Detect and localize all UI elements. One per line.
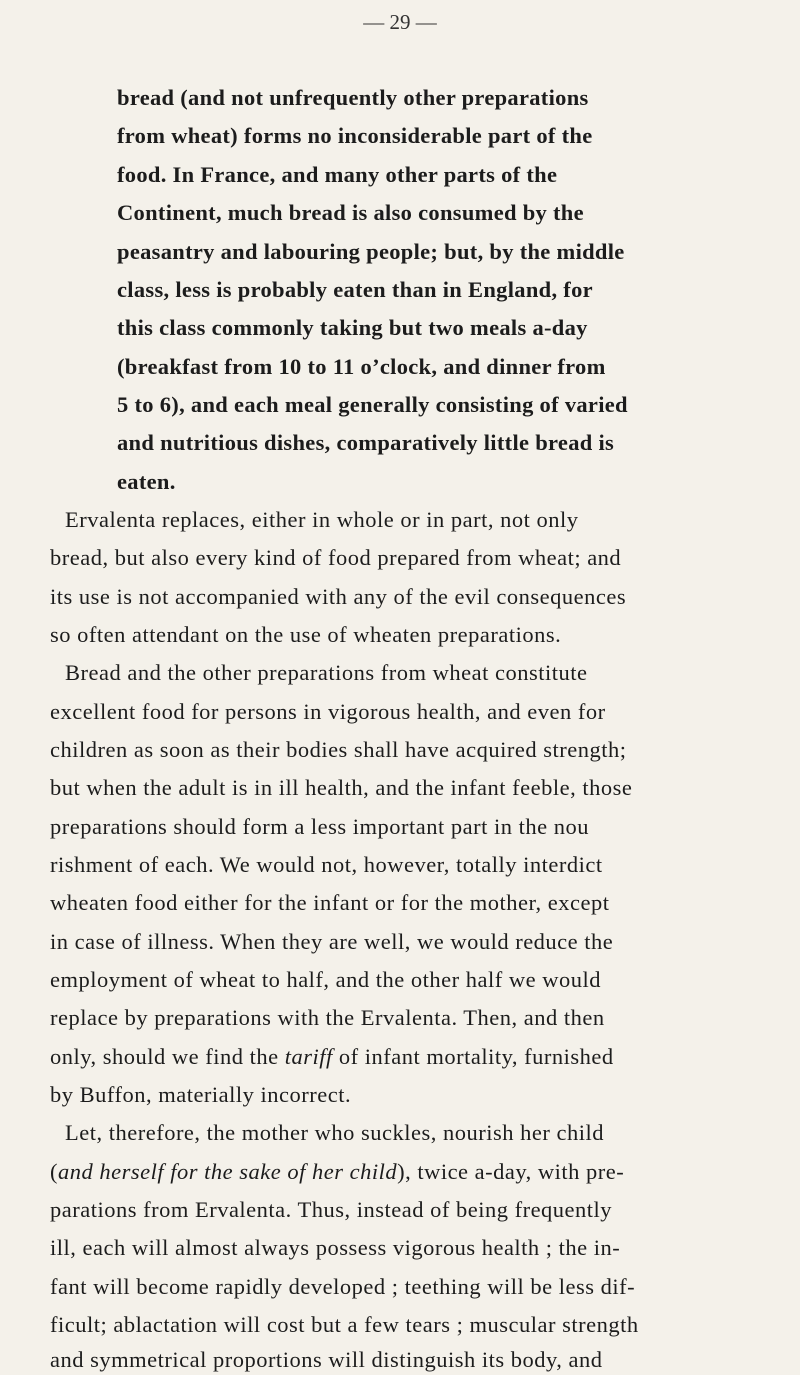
text-line: employment of wheat to half, and the other half we would (50, 967, 601, 992)
text-span: only, should we find the (50, 1044, 279, 1069)
text-line: class, less is probably eaten than in England, for (117, 277, 593, 302)
text-line: 5 to 6), and each meal generally consisting of varied (117, 392, 628, 417)
text-span: ), twice a-day, with pre- (397, 1159, 625, 1184)
text-line: ill, each will almost always possess vigorous health ; the in- (50, 1235, 621, 1260)
text-line: Continent, much bread is also consumed by the (117, 200, 584, 225)
text-line: bread, but also every kind of food prepared from wheat; and (50, 545, 622, 570)
text-line: from wheat) forms no inconsiderable part of the (117, 123, 593, 148)
page-number: — 29 — (363, 10, 437, 34)
text-line: by Buffon, materially incorrect. (50, 1082, 352, 1107)
text-line: (breakfast from 10 to 11 o’clock, and dinner from (117, 354, 606, 379)
text-line: eaten. (117, 469, 176, 494)
text-line: wheaten food either for the infant or for the mother, except (50, 890, 610, 915)
text-line: and nutritious dishes, comparatively little bread is (117, 430, 615, 455)
text-line: Let, therefore, the mother who suckles, nourish her child (65, 1120, 604, 1145)
text-line: fant will become rapidly developed ; teething will be less dif- (50, 1274, 636, 1299)
italic-term: tariff (284, 1044, 333, 1069)
text-line (50, 1157, 624, 1187)
text-line: replace by preparations with the Ervalenta. Then, and then (50, 1005, 605, 1030)
text-line: parations from Ervalenta. Thus, instead of being frequently (50, 1197, 613, 1222)
text-span: ( (50, 1159, 58, 1184)
text-span: of infant mortality, furnished (338, 1044, 614, 1069)
text-line: but when the adult is in ill health, and the infant feeble, those (50, 775, 633, 800)
text-line: and symmetrical proportions will distinguish its body, and (50, 1347, 603, 1372)
text-line: its use is not accompanied with any of the evil consequences (50, 584, 627, 609)
text-line: Bread and the other preparations from wheat constitute (65, 660, 588, 685)
text-line (50, 1042, 614, 1072)
text-line: peasantry and labouring people; but, by the middle (117, 239, 625, 264)
text-line: ficult; ablactation will cost but a few tears ; muscular strength (50, 1312, 639, 1337)
text-line: preparations should form a less important part in the nou (50, 814, 590, 839)
text-line: bread (and not unfrequently other preparations (117, 85, 589, 110)
text-line: so often attendant on the use of wheaten preparations. (50, 622, 562, 647)
text-line: food. In France, and many other parts of the (117, 162, 558, 187)
text-line: in case of illness. When they are well, we would reduce the (50, 929, 614, 954)
text-line: Ervalenta replaces, either in whole or in part, not only (65, 507, 579, 532)
text-line: children as soon as their bodies shall have acquired strength; (50, 737, 627, 762)
italic-phrase: and herself for the sake of her child (58, 1159, 398, 1184)
text-line: this class commonly taking but two meals a-day (117, 315, 588, 340)
text-line: rishment of each. We would not, however, totally interdict (50, 852, 603, 877)
text-line: excellent food for persons in vigorous health, and even for (50, 699, 606, 724)
